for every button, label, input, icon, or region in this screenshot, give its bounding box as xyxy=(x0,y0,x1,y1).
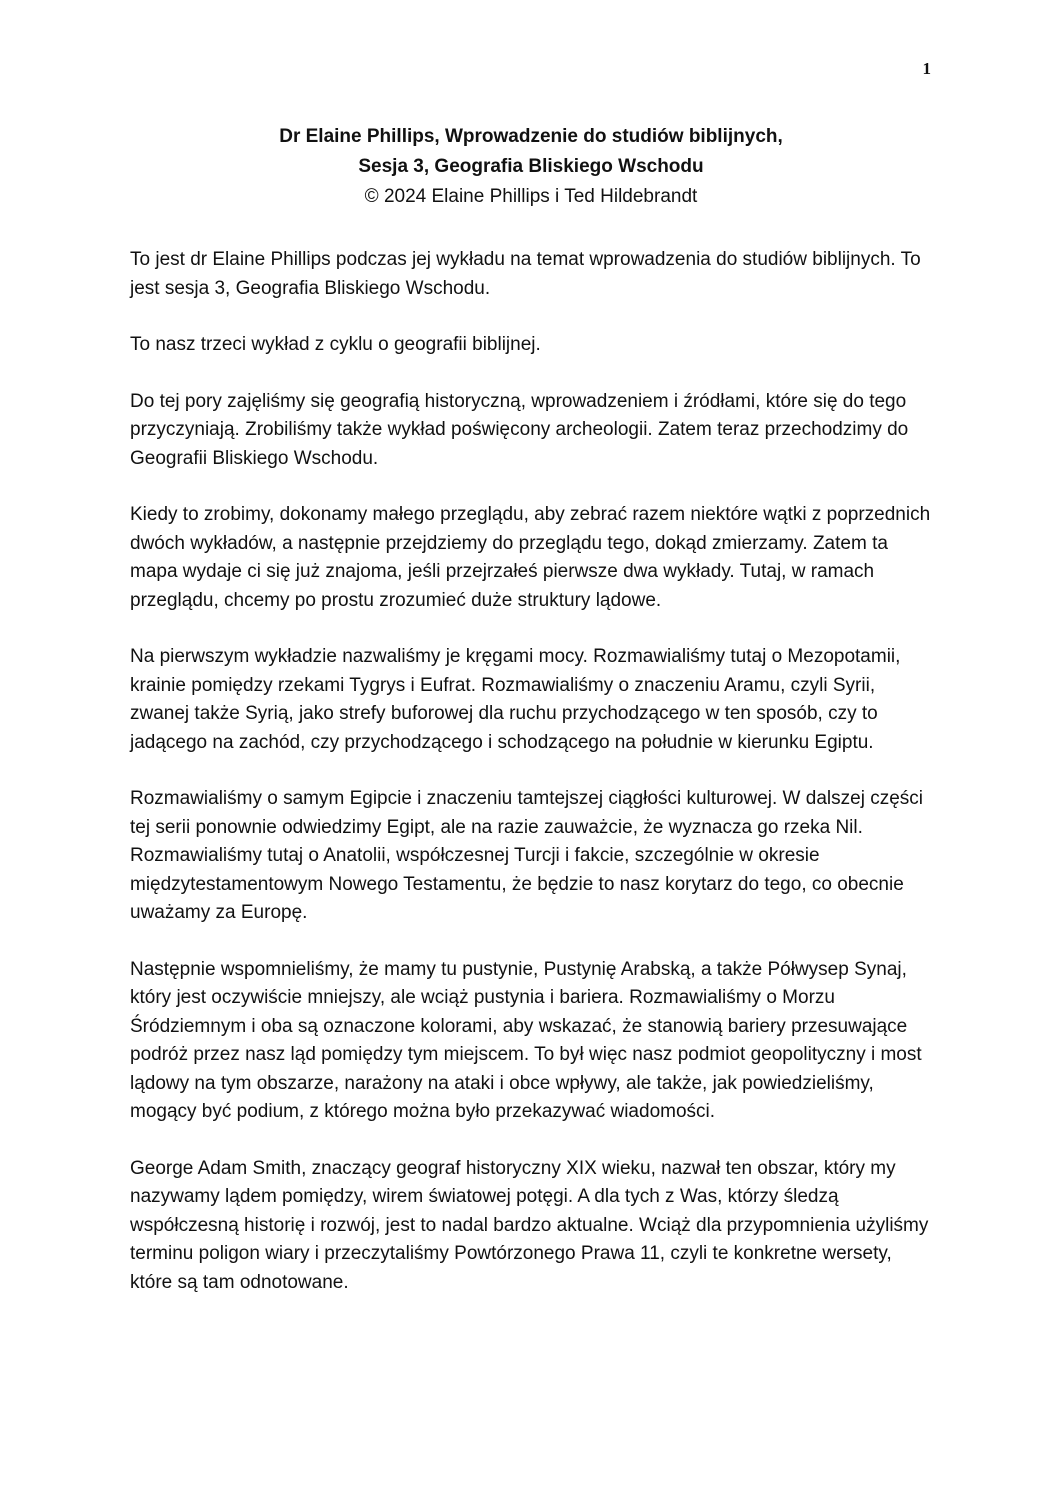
copyright-line: © 2024 Elaine Phillips i Ted Hildebrandt xyxy=(364,186,698,207)
body-text xyxy=(130,246,932,1297)
paragraph: Następnie wspomnieliśmy, że mamy tu pustynie, Pustynię Arabską, a także Półwysep Synaj, który jest oczywiście mniejszy, ale wciąż pustynia i bariera. Rozmawialiśmy o Morzu Śródziemnym i oba są oznaczone kolorami, aby wskazać, że stanowią bariery przesuwające podróż przez nasz ląd pomiędzy tym miejscem. To był więc nasz podmiot geopolityczny i most lądowy na tym obszarze, narażony na ataki i obce wpływy, ale także, jak powiedzieliśmy, mogący być podium, z którego można było przekazywać wiadomości. xyxy=(130,958,922,1122)
document-content xyxy=(130,122,932,1297)
paragraph: Na pierwszym wykładzie nazwaliśmy je kręgami mocy. Rozmawialiśmy tutaj o Mezopotamii, krainie pomiędzy rzekami Tygrys i Eufrat. Rozmawialiśmy o znaczeniu Aramu, czyli Syrii, zwanej także Syrią, jako strefy buforowej dla ruchu przychodzącego w ten sposób, czy to jadącego na zachód, czy przychodzącego i schodzącego na południe w kierunku Egiptu. xyxy=(130,646,901,753)
title-block xyxy=(130,122,932,212)
paragraph: Rozmawialiśmy o samym Egipcie i znaczeniu tamtejszej ciągłości kulturowej. W dalszej części tej serii ponownie odwiedzimy Egipt, ale na razie zauważcie, że wyznacza go rzeka Nil. Rozmawialiśmy tutaj o Anatolii, współczesnej Turcji i fakcie, szczególnie w okresie międzytestamentowym Nowego Testamentu, że będzie to nasz korytarz do tego, co obecnie uważamy za Europę. xyxy=(130,788,923,923)
paragraph: George Adam Smith, znaczący geograf historyczny XIX wieku, nazwał ten obszar, który my nazywamy lądem pomiędzy, wirem światowej potęgi. A dla tych z Was, którzy śledzą współczesną historię i rozwój, jest to nadal bardzo aktualne. Wciąż dla przypomnienia użyliśmy terminu poligon wiary i przeczytaliśmy Powtórzonego Prawa 11, czyli te konkretne wersety, które są tam odnotowane. xyxy=(130,1157,929,1293)
document-title-line1: Dr Elaine Phillips, Wprowadzenie do studiów biblijnych, xyxy=(279,126,783,147)
paragraph: To nasz trzeci wykład z cyklu o geografii biblijnej. xyxy=(130,334,541,355)
paragraph: Do tej pory zajęliśmy się geografią historyczną, wprowadzeniem i źródłami, które się do tego przyczyniają. Zrobiliśmy także wykład poświęcony archeologii. Zatem teraz przechodzimy do Geografii Bliskiego Wschodu. xyxy=(130,390,909,469)
document-title-line2: Sesja 3, Geografia Bliskiego Wschodu xyxy=(358,156,704,177)
page-number: 1 xyxy=(922,59,931,78)
paragraph: Kiedy to zrobimy, dokonamy małego przeglądu, aby zebrać razem niektóre wątki z poprzednich dwóch wykładów, a następnie przejdziemy do przeglądu tego, dokąd zmierzamy. Zatem ta mapa wydaje ci się już znajoma, jeśli przejrzałeś pierwsze dwa wykłady. Tutaj, w ramach przeglądu, chcemy po prostu zrozumieć duże struktury lądowe. xyxy=(130,504,931,611)
paragraph: To jest dr Elaine Phillips podczas jej wykładu na temat wprowadzenia do studiów biblijnych. To jest sesja 3, Geografia Bliskiego Wschodu. xyxy=(130,249,921,299)
